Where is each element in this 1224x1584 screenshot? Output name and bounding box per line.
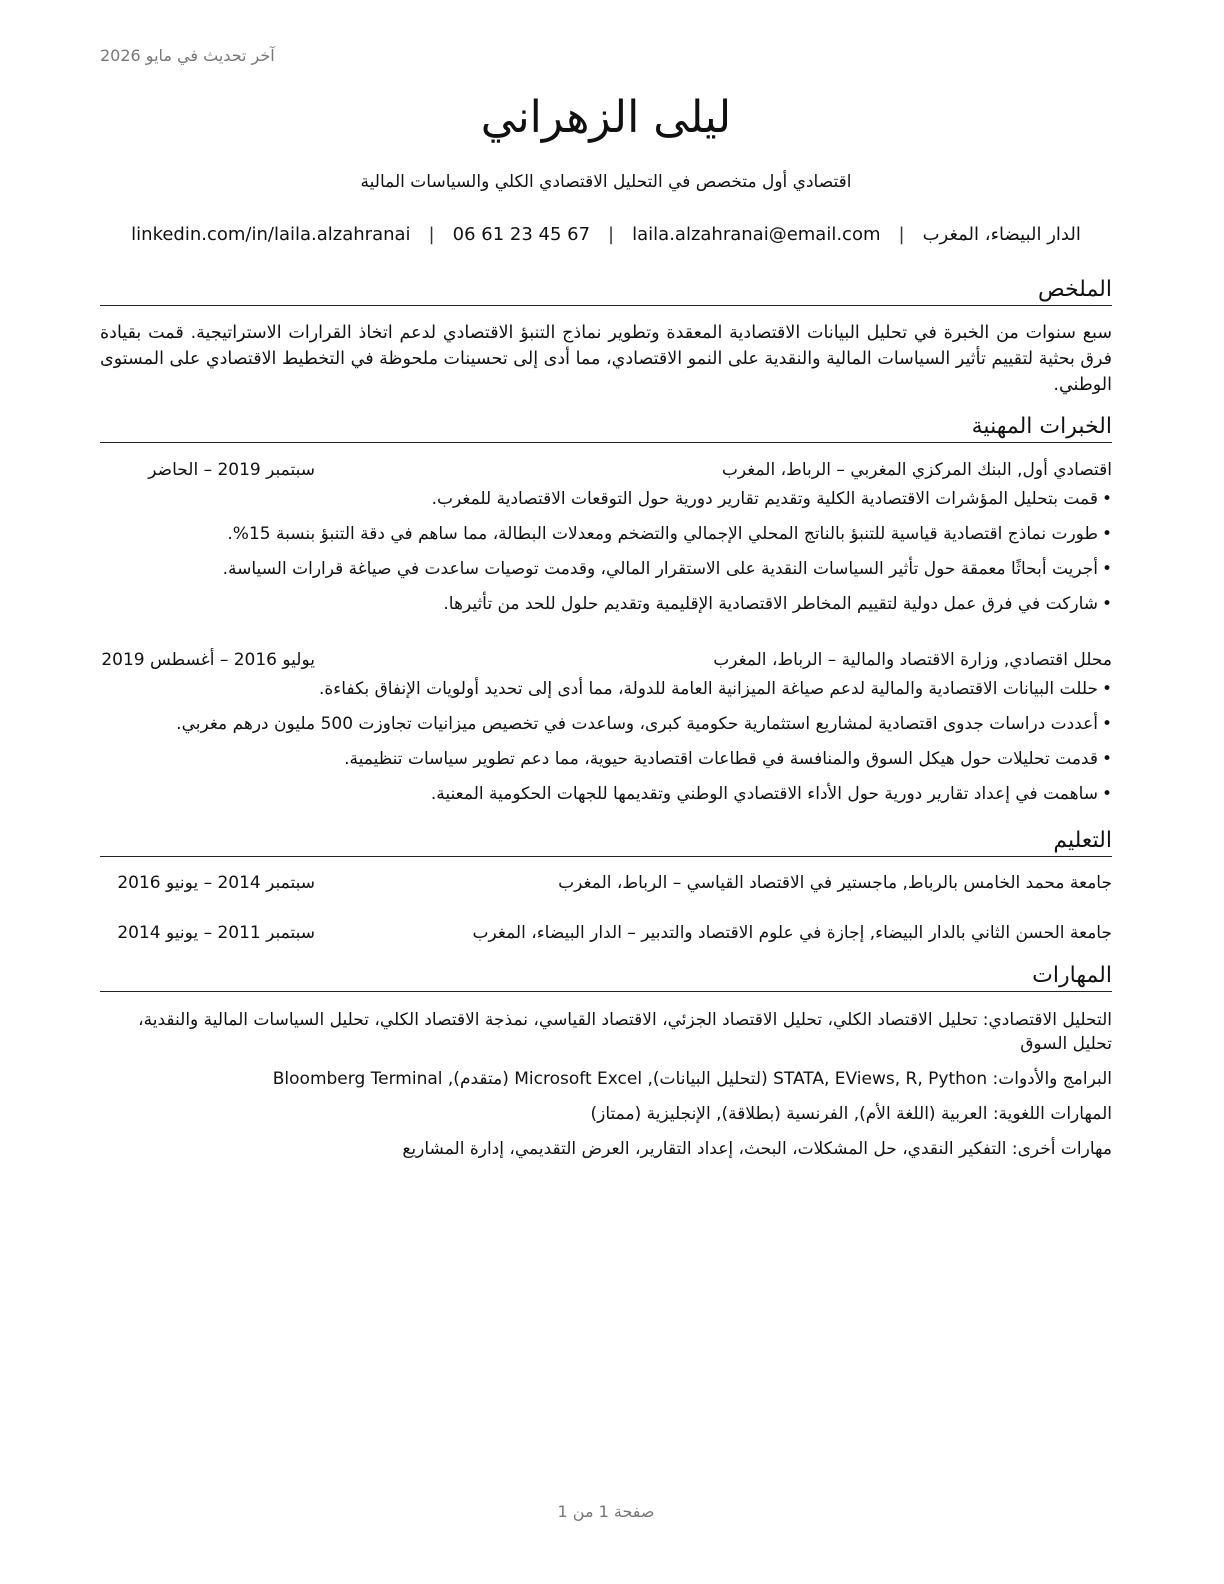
- phone-number: 06 61 23 45 67: [452, 224, 591, 245]
- job-bullets: [100, 487, 1112, 616]
- education-dates: سبتمبر 2014 – يونيو 2016: [117, 873, 315, 893]
- job-dates: يوليو 2016 – أغسطس 2019: [101, 650, 315, 670]
- section-heading-skills: المهارات: [100, 962, 1112, 992]
- list-item: • حللت البيانات الاقتصادية والمالية لدعم صياغة الميزانية العامة للدولة، مما أدى إلى تحديد أولويات الإنفاق بكفاءة.: [100, 677, 1112, 701]
- list-item: • أجريت أبحاثًا معمقة حول تأثير السياسات النقدية على الاستقرار المالي، وقدمت توصيات ساعدت في صياغة قرارات السياسة.: [100, 557, 1112, 581]
- section-heading-experience: الخبرات المهنية: [100, 413, 1112, 443]
- list-item: • ساهمت في إعداد تقارير دورية حول الأداء الاقتصادي الوطني وتقديمها للجهات الحكومية المعنية.: [100, 782, 1112, 806]
- education-text: جامعة الحسن الثاني بالدار البيضاء, إجازة في علوم الاقتصاد والتدبير – الدار البيضاء، المغرب: [472, 923, 1112, 943]
- job-role: اقتصادي أول, البنك المركزي المغربي – الرباط، المغرب: [721, 460, 1112, 480]
- location: الدار البيضاء، المغرب: [922, 224, 1081, 245]
- section-heading-summary: الملخص: [100, 276, 1112, 306]
- skill-tools: البرامج والأدوات: STATA, EViews, R, Python (لتحليل البيانات), Microsoft Excel (متقدم), Bloomberg Terminal: [272, 1069, 1112, 1089]
- education-dates: سبتمبر 2011 – يونيو 2014: [117, 923, 315, 943]
- contact-separator: |: [898, 224, 905, 245]
- email-link[interactable]: laila.alzahranai@email.com: [632, 224, 881, 245]
- contact-line: [100, 224, 1112, 245]
- skill-languages: المهارات اللغوية: العربية (اللغة الأم), الفرنسية (بطلاقة), الإنجليزية (ممتاز): [590, 1104, 1112, 1124]
- section-heading-education: التعليم: [100, 827, 1112, 857]
- skill-other: مهارات أخرى: التفكير النقدي، حل المشكلات، البحث، إعداد التقارير، العرض التقديمي، إدارة المشاريع: [402, 1139, 1112, 1159]
- job-entry: [100, 458, 1112, 627]
- skills-list: [100, 1008, 1112, 1172]
- job-bullets: [100, 677, 1112, 806]
- resume-page: [100, 0, 1112, 1584]
- job-dates: سبتمبر 2019 – الحاضر: [148, 460, 315, 480]
- education-entry: [100, 873, 1112, 893]
- education-entry: [100, 923, 1112, 943]
- candidate-title: اقتصادي أول متخصص في التحليل الاقتصادي الكلي والسياسات المالية: [360, 172, 852, 192]
- page-number: صفحة 1 من 1: [557, 1502, 655, 1521]
- list-item: • طورت نماذج اقتصادية قياسية للتنبؤ بالناتج المحلي الإجمالي والتضخم ومعدلات البطالة، مما ساهم في دقة التنبؤ بنسبة 15%.: [100, 522, 1112, 546]
- list-item: • شاركت في فرق عمل دولية لتقييم المخاطر الاقتصادية الإقليمية وتقديم حلول للحد من تأثيرها.: [100, 592, 1112, 616]
- job-entry: [100, 648, 1112, 817]
- contact-separator: |: [608, 224, 615, 245]
- skill-economic: التحليل الاقتصادي: تحليل الاقتصاد الكلي، تحليل الاقتصاد الجزئي، الاقتصاد القياسي، نمذجة الاقتصاد الكلي، تحليل السياسات المالية والنقدية، تحليل السوق: [138, 1010, 1112, 1054]
- job-role: محلل اقتصادي, وزارة الاقتصاد والمالية – الرباط، المغرب: [713, 650, 1112, 670]
- list-item: • قدمت تحليلات حول هيكل السوق والمنافسة في قطاعات اقتصادية حيوية، مما دعم تطوير سياسات تنظيمية.: [100, 747, 1112, 771]
- education-text: جامعة محمد الخامس بالرباط, ماجستير في الاقتصاد القياسي – الرباط، المغرب: [558, 873, 1112, 893]
- candidate-name: ليلى الزهراني: [480, 92, 732, 143]
- last-updated-note: آخر تحديث في مايو 2026: [100, 46, 275, 65]
- list-item: • قمت بتحليل المؤشرات الاقتصادية الكلية وتقديم تقارير دورية حول التوقعات الاقتصادية للمغرب.: [100, 487, 1112, 511]
- linkedin-link[interactable]: linkedin.com/in/laila.alzahranai: [131, 224, 411, 245]
- summary-text: سبع سنوات من الخبرة في تحليل البيانات الاقتصادية المعقدة وتطوير نماذج التنبؤ الاقتصادي لدعم اتخاذ القرارات الاستراتيجية. قمت بقيادة فرق بحثية لتقييم تأثير السياسات المالية والنقدية على النمو الاقتصادي، مما أدى إلى تحسينات ملحوظة في التخطيط الاقتصادي على المستوى الوطني.: [100, 323, 1112, 395]
- contact-separator: |: [428, 224, 435, 245]
- list-item: • أعددت دراسات جدوى اقتصادية لمشاريع استثمارية حكومية كبرى، وساعدت في تخصيص ميزانيات تجاوزت 500 مليون درهم مغربي.: [86, 712, 1112, 736]
